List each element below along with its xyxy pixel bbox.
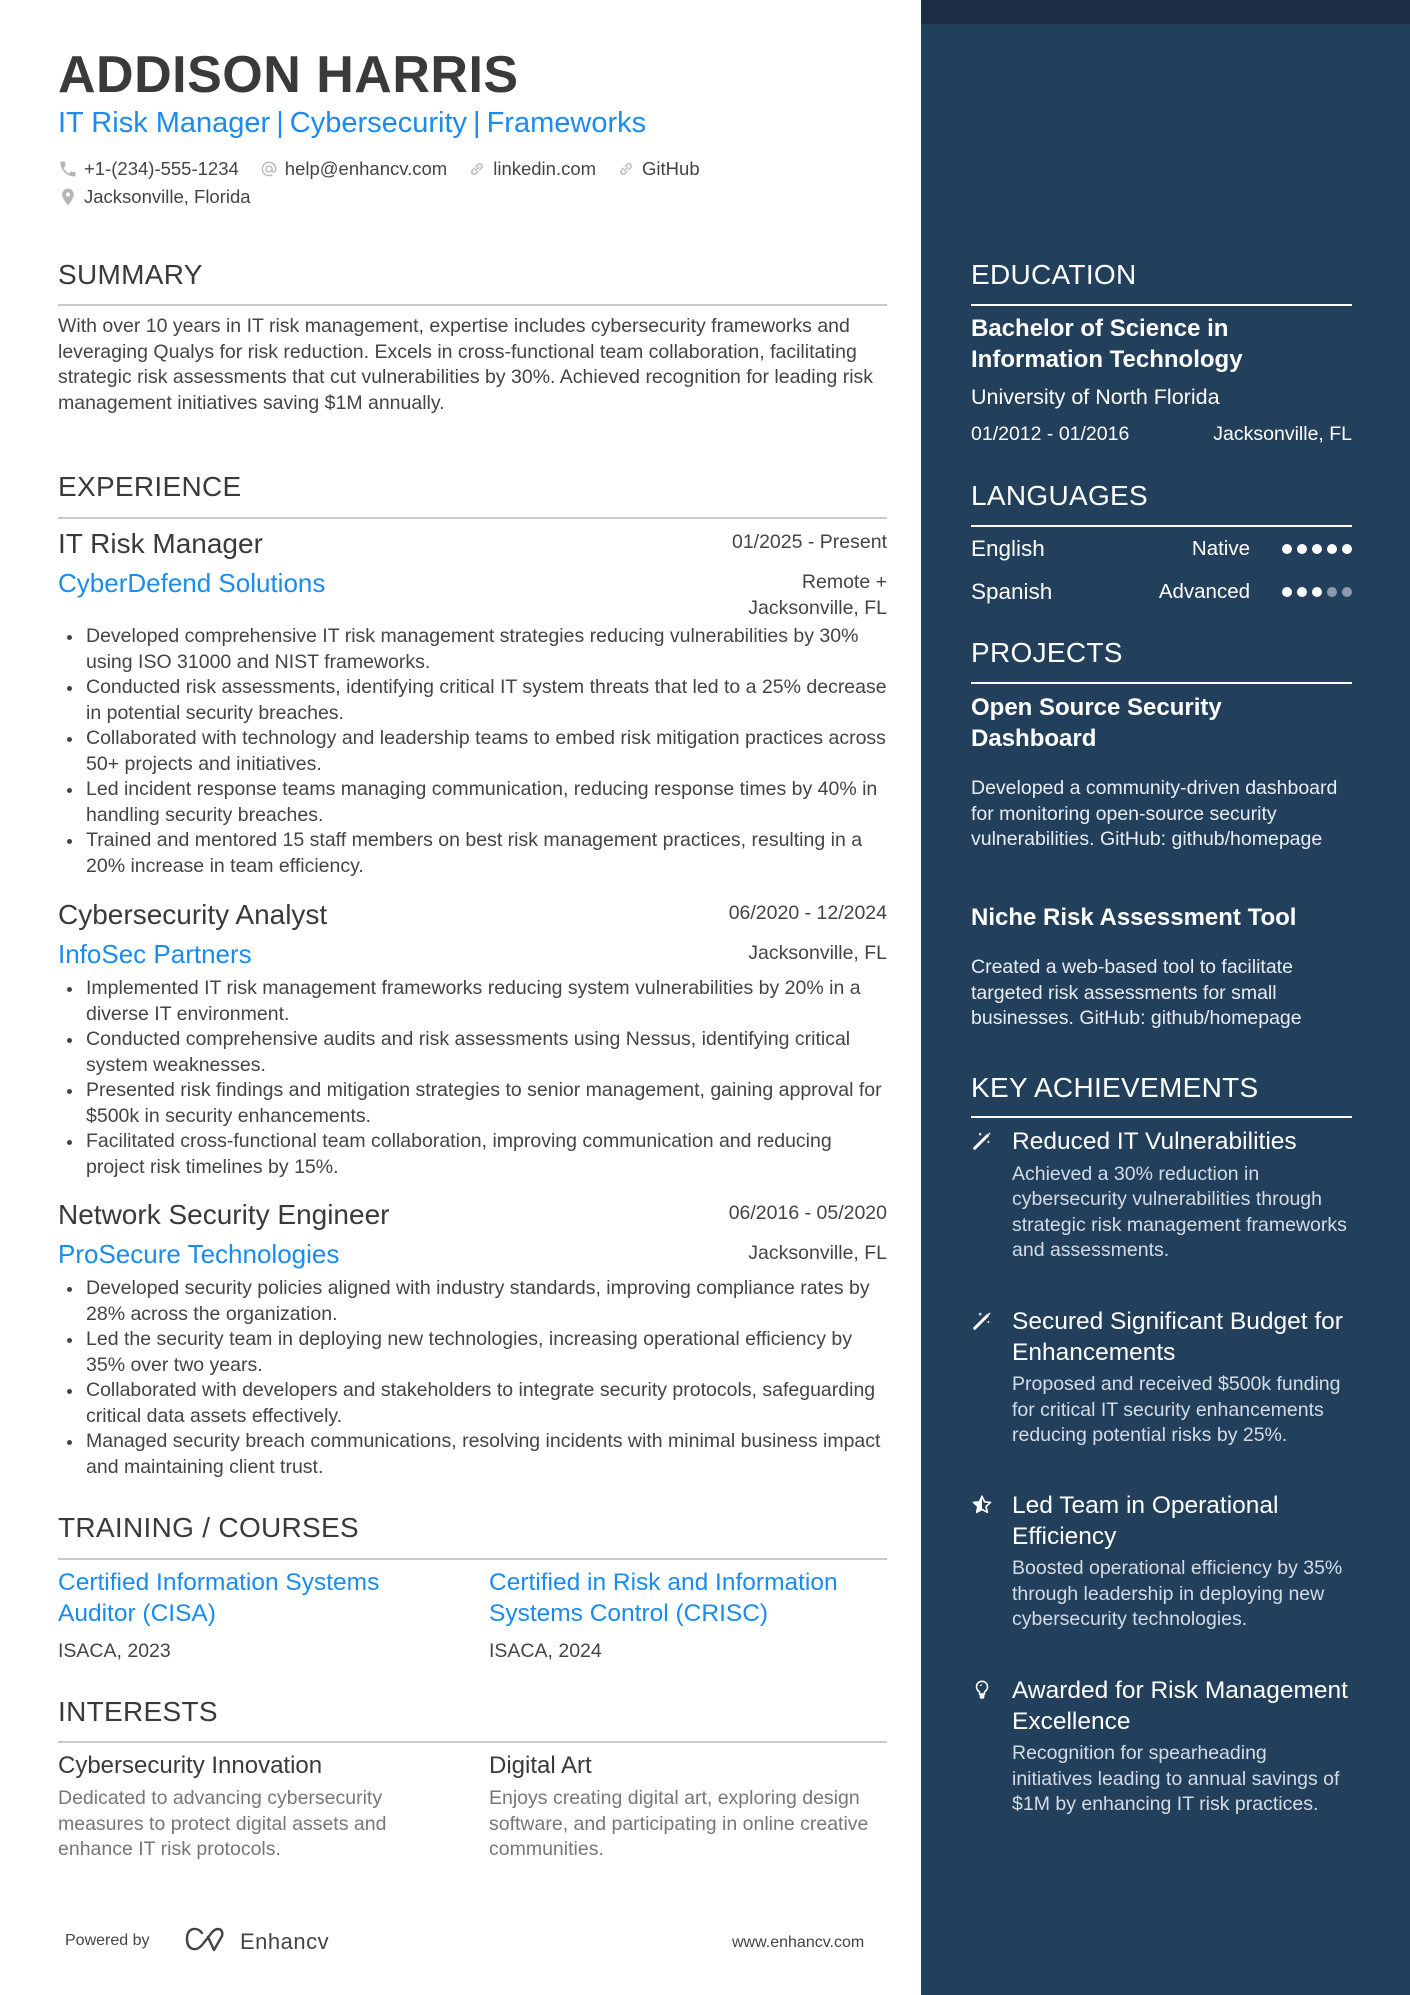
course-provider: ISACA, 2024 (489, 1640, 602, 1662)
experience-entry (58, 898, 887, 1180)
job-dates: 06/2016 - 05/2020 (728, 1202, 887, 1224)
job-dates: 01/2025 - Present (731, 531, 887, 553)
section-heading-training: TRAINING / COURSES (58, 1512, 359, 1543)
dot-filled (1342, 544, 1352, 554)
section-heading-interests: INTERESTS (58, 1696, 218, 1727)
dot-filled (1282, 587, 1292, 597)
achievement-desc: Recognition for spearheading initiatives leading to annual savings of $1M by enhancing IT risk practices. (1012, 1742, 1340, 1815)
headline-part: Frameworks (486, 107, 647, 139)
dot-empty (1342, 587, 1352, 597)
lightbulb-icon (971, 1679, 993, 1701)
contact-row (58, 157, 720, 181)
job-bullets (58, 1276, 887, 1480)
bullet-item: Trained and mentored 15 staff members on best risk management practices, resulting in a 20% increase in team efficiency. (58, 828, 887, 879)
job-bullets (58, 624, 887, 879)
headline-separator: | (276, 107, 284, 139)
project-item (971, 902, 1352, 1032)
achievement-title: Secured Significant Budget for Enhancements (1012, 1308, 1343, 1366)
magic-wand-icon (971, 1310, 993, 1332)
bullet-item: Collaborated with developers and stakeholders to integrate security protocols, safeguarding critical data assets effectively. (58, 1378, 887, 1429)
phone-text: +1-(234)-555-1234 (84, 158, 239, 179)
job-dates: 06/2020 - 12/2024 (728, 902, 887, 924)
phone-icon (58, 159, 78, 179)
achievement-item (971, 1307, 1352, 1449)
education-meta (971, 422, 1352, 447)
link-icon (467, 159, 487, 179)
job-title: IT Risk Manager (58, 528, 263, 559)
dot-filled (1297, 587, 1307, 597)
job-title: Cybersecurity Analyst (58, 899, 328, 930)
bullet-item: Facilitated cross-functional team collaboration, improving communication and reducing project risk timelines by 15%. (58, 1129, 887, 1180)
interest-title: Digital Art (489, 1752, 592, 1779)
github-text: GitHub (642, 158, 700, 179)
link-icon (616, 159, 636, 179)
achievement-title: Awarded for Risk Management Excellence (1012, 1677, 1348, 1735)
job-location: Remote + Jacksonville, FL (748, 571, 887, 619)
language-level: Advanced (1158, 580, 1250, 603)
course-provider: ISACA, 2023 (58, 1640, 171, 1662)
bullet-item: Presented risk findings and mitigation strategies to senior management, gaining approval for $500k in security enhancements. (58, 1078, 887, 1129)
project-title: Open Source Security Dashboard (971, 694, 1222, 752)
language-name: English (971, 536, 1045, 561)
achievement-title: Led Team in Operational Efficiency (1012, 1492, 1279, 1550)
interest-title: Cybersecurity Innovation (58, 1752, 323, 1779)
degree: Bachelor of Science in Information Technology (971, 315, 1243, 373)
education-location: Jacksonville, FL (1213, 423, 1352, 445)
language-level: Native (1191, 537, 1250, 560)
contact-github[interactable] (616, 157, 700, 181)
achievement-item (971, 1127, 1352, 1264)
contact-phone[interactable] (58, 157, 239, 181)
star-half-icon (971, 1494, 993, 1516)
job-bullets (58, 976, 887, 1180)
powered-by-label: Powered by (65, 1932, 150, 1949)
course-item (489, 1568, 889, 1664)
experience-entry (58, 527, 887, 879)
section-heading-experience: EXPERIENCE (58, 471, 242, 502)
company-name[interactable]: InfoSec Partners (58, 939, 252, 969)
section-heading-summary: SUMMARY (58, 259, 203, 290)
interest-desc: Enjoys creating digital art, exploring design software, and participating in online creative communities. (489, 1787, 869, 1860)
achievement-desc: Boosted operational efficiency by 35% through leadership in deploying new cybersecurity technologies. (1012, 1557, 1343, 1630)
location-row (58, 185, 271, 209)
language-item (971, 578, 1352, 606)
section-divider (971, 682, 1352, 684)
summary-text: With over 10 years in IT risk management, expertise includes cybersecurity frameworks and leveraging Qualys for risk reduction. Excels in cross-functional team collaboration, facilitating strategic risk assessments that cut vulnerabilities by 30%. Achieved recognition for leading risk management initiatives saving $1M annually. (58, 315, 874, 414)
dot-empty (1327, 587, 1337, 597)
headline-part: IT Risk Manager (58, 107, 271, 139)
language-proficiency-dots (1282, 544, 1352, 554)
project-desc: Created a web-based tool to facilitate targeted risk assessments for small businesses. GitHub: github/homepage (971, 956, 1302, 1029)
enhancv-logo-icon (184, 1925, 232, 1958)
enhancv-logo[interactable] (184, 1925, 329, 1958)
interest-item (58, 1751, 463, 1863)
dot-filled (1312, 587, 1322, 597)
linkedin-text: linkedin.com (493, 158, 597, 179)
course-title[interactable]: Certified in Risk and Information Systems Control (CRISC) (489, 1569, 838, 1627)
company-name[interactable]: CyberDefend Solutions (58, 568, 326, 598)
project-desc: Developed a community-driven dashboard for monitoring open-source security vulnerabilities. GitHub: github/homepage (971, 777, 1338, 850)
language-item (971, 535, 1352, 563)
education-entry (971, 313, 1352, 447)
footer-url[interactable]: www.enhancv.com (732, 1934, 865, 1951)
headline-separator: | (473, 107, 481, 139)
course-item (58, 1568, 458, 1664)
experience-entry (58, 1198, 887, 1480)
language-proficiency-dots (1282, 587, 1352, 597)
section-heading-education: EDUCATION (971, 259, 1137, 290)
bullet-item: Developed security policies aligned with industry standards, improving compliance rates by 28% across the organization. (58, 1276, 887, 1327)
enhancv-brand: Enhancv (240, 1928, 330, 1954)
contact-location (58, 185, 251, 209)
achievement-desc: Proposed and received $500k funding for critical IT security enhancements reducing potential risks by 25%. (1012, 1373, 1341, 1446)
company-name[interactable]: ProSecure Technologies (58, 1239, 340, 1269)
bullet-item: Conducted risk assessments, identifying critical IT system threats that led to a 25% decrease in potential security breaches. (58, 675, 887, 726)
headline (58, 105, 646, 141)
dot-filled (1327, 544, 1337, 554)
interest-item (489, 1751, 889, 1863)
at-icon (259, 159, 279, 179)
bullet-item: Managed security breach communications, resolving incidents with minimal business impact and maintaining client trust. (58, 1429, 887, 1480)
section-heading-achievements: KEY ACHIEVEMENTS (971, 1072, 1259, 1103)
language-name: Spanish (971, 579, 1053, 604)
school: University of North Florida (971, 385, 1220, 409)
project-title: Niche Risk Assessment Tool (971, 904, 1297, 931)
section-heading-projects: PROJECTS (971, 637, 1123, 668)
job-location: Jacksonville, FL (748, 1242, 887, 1264)
section-divider (971, 525, 1352, 527)
section-divider (971, 1116, 1352, 1118)
education-dates: 01/2012 - 01/2016 (971, 423, 1130, 445)
achievement-item (971, 1491, 1352, 1633)
section-divider (58, 1741, 887, 1743)
dot-filled (1297, 544, 1307, 554)
job-title: Network Security Engineer (58, 1199, 390, 1230)
section-divider (58, 517, 887, 519)
email-text: help@enhancv.com (284, 158, 448, 179)
location-pin-icon (58, 187, 78, 207)
bullet-item: Collaborated with technology and leadership teams to embed risk mitigation practices across 50+ projects and initiatives. (58, 726, 887, 777)
headline-part: Cybersecurity (289, 107, 468, 139)
contact-linkedin[interactable] (467, 157, 596, 181)
sidebar-top-band (921, 0, 1410, 24)
course-title[interactable]: Certified Information Systems Auditor (CISA) (58, 1569, 380, 1627)
bullet-item: Implemented IT risk management frameworks reducing system vulnerabilities by 20% in a diverse IT environment. (58, 976, 887, 1027)
achievement-desc: Achieved a 30% reduction in cybersecurity vulnerabilities through strategic risk management frameworks and assessments. (1012, 1162, 1347, 1261)
section-divider (58, 304, 887, 306)
job-location: Jacksonville, FL (748, 942, 887, 964)
location-text: Jacksonville, Florida (84, 186, 251, 207)
section-divider (58, 1558, 887, 1560)
project-item (971, 692, 1352, 853)
section-divider (971, 304, 1352, 306)
section-heading-languages: LANGUAGES (971, 480, 1148, 511)
achievement-item (971, 1676, 1352, 1818)
dot-filled (1312, 544, 1322, 554)
candidate-name: ADDISON HARRIS (58, 46, 519, 104)
bullet-item: Led incident response teams managing communication, reducing response times by 40% in handling security breaches. (58, 777, 887, 828)
bullet-item: Conducted comprehensive audits and risk assessments using Nessus, identifying critical system weaknesses. (58, 1027, 887, 1078)
bullet-item: Developed comprehensive IT risk management strategies reducing vulnerabilities by 30% using ISO 31000 and NIST frameworks. (58, 624, 887, 675)
bullet-item: Led the security team in deploying new technologies, increasing operational efficiency by 35% over two years. (58, 1327, 887, 1378)
dot-filled (1282, 544, 1292, 554)
achievement-title: Reduced IT Vulnerabilities (1012, 1128, 1297, 1155)
interest-desc: Dedicated to advancing cybersecurity measures to protect digital assets and enhance IT risk protocols. (58, 1787, 387, 1860)
contact-email[interactable] (259, 157, 447, 181)
magic-wand-icon (971, 1130, 993, 1152)
